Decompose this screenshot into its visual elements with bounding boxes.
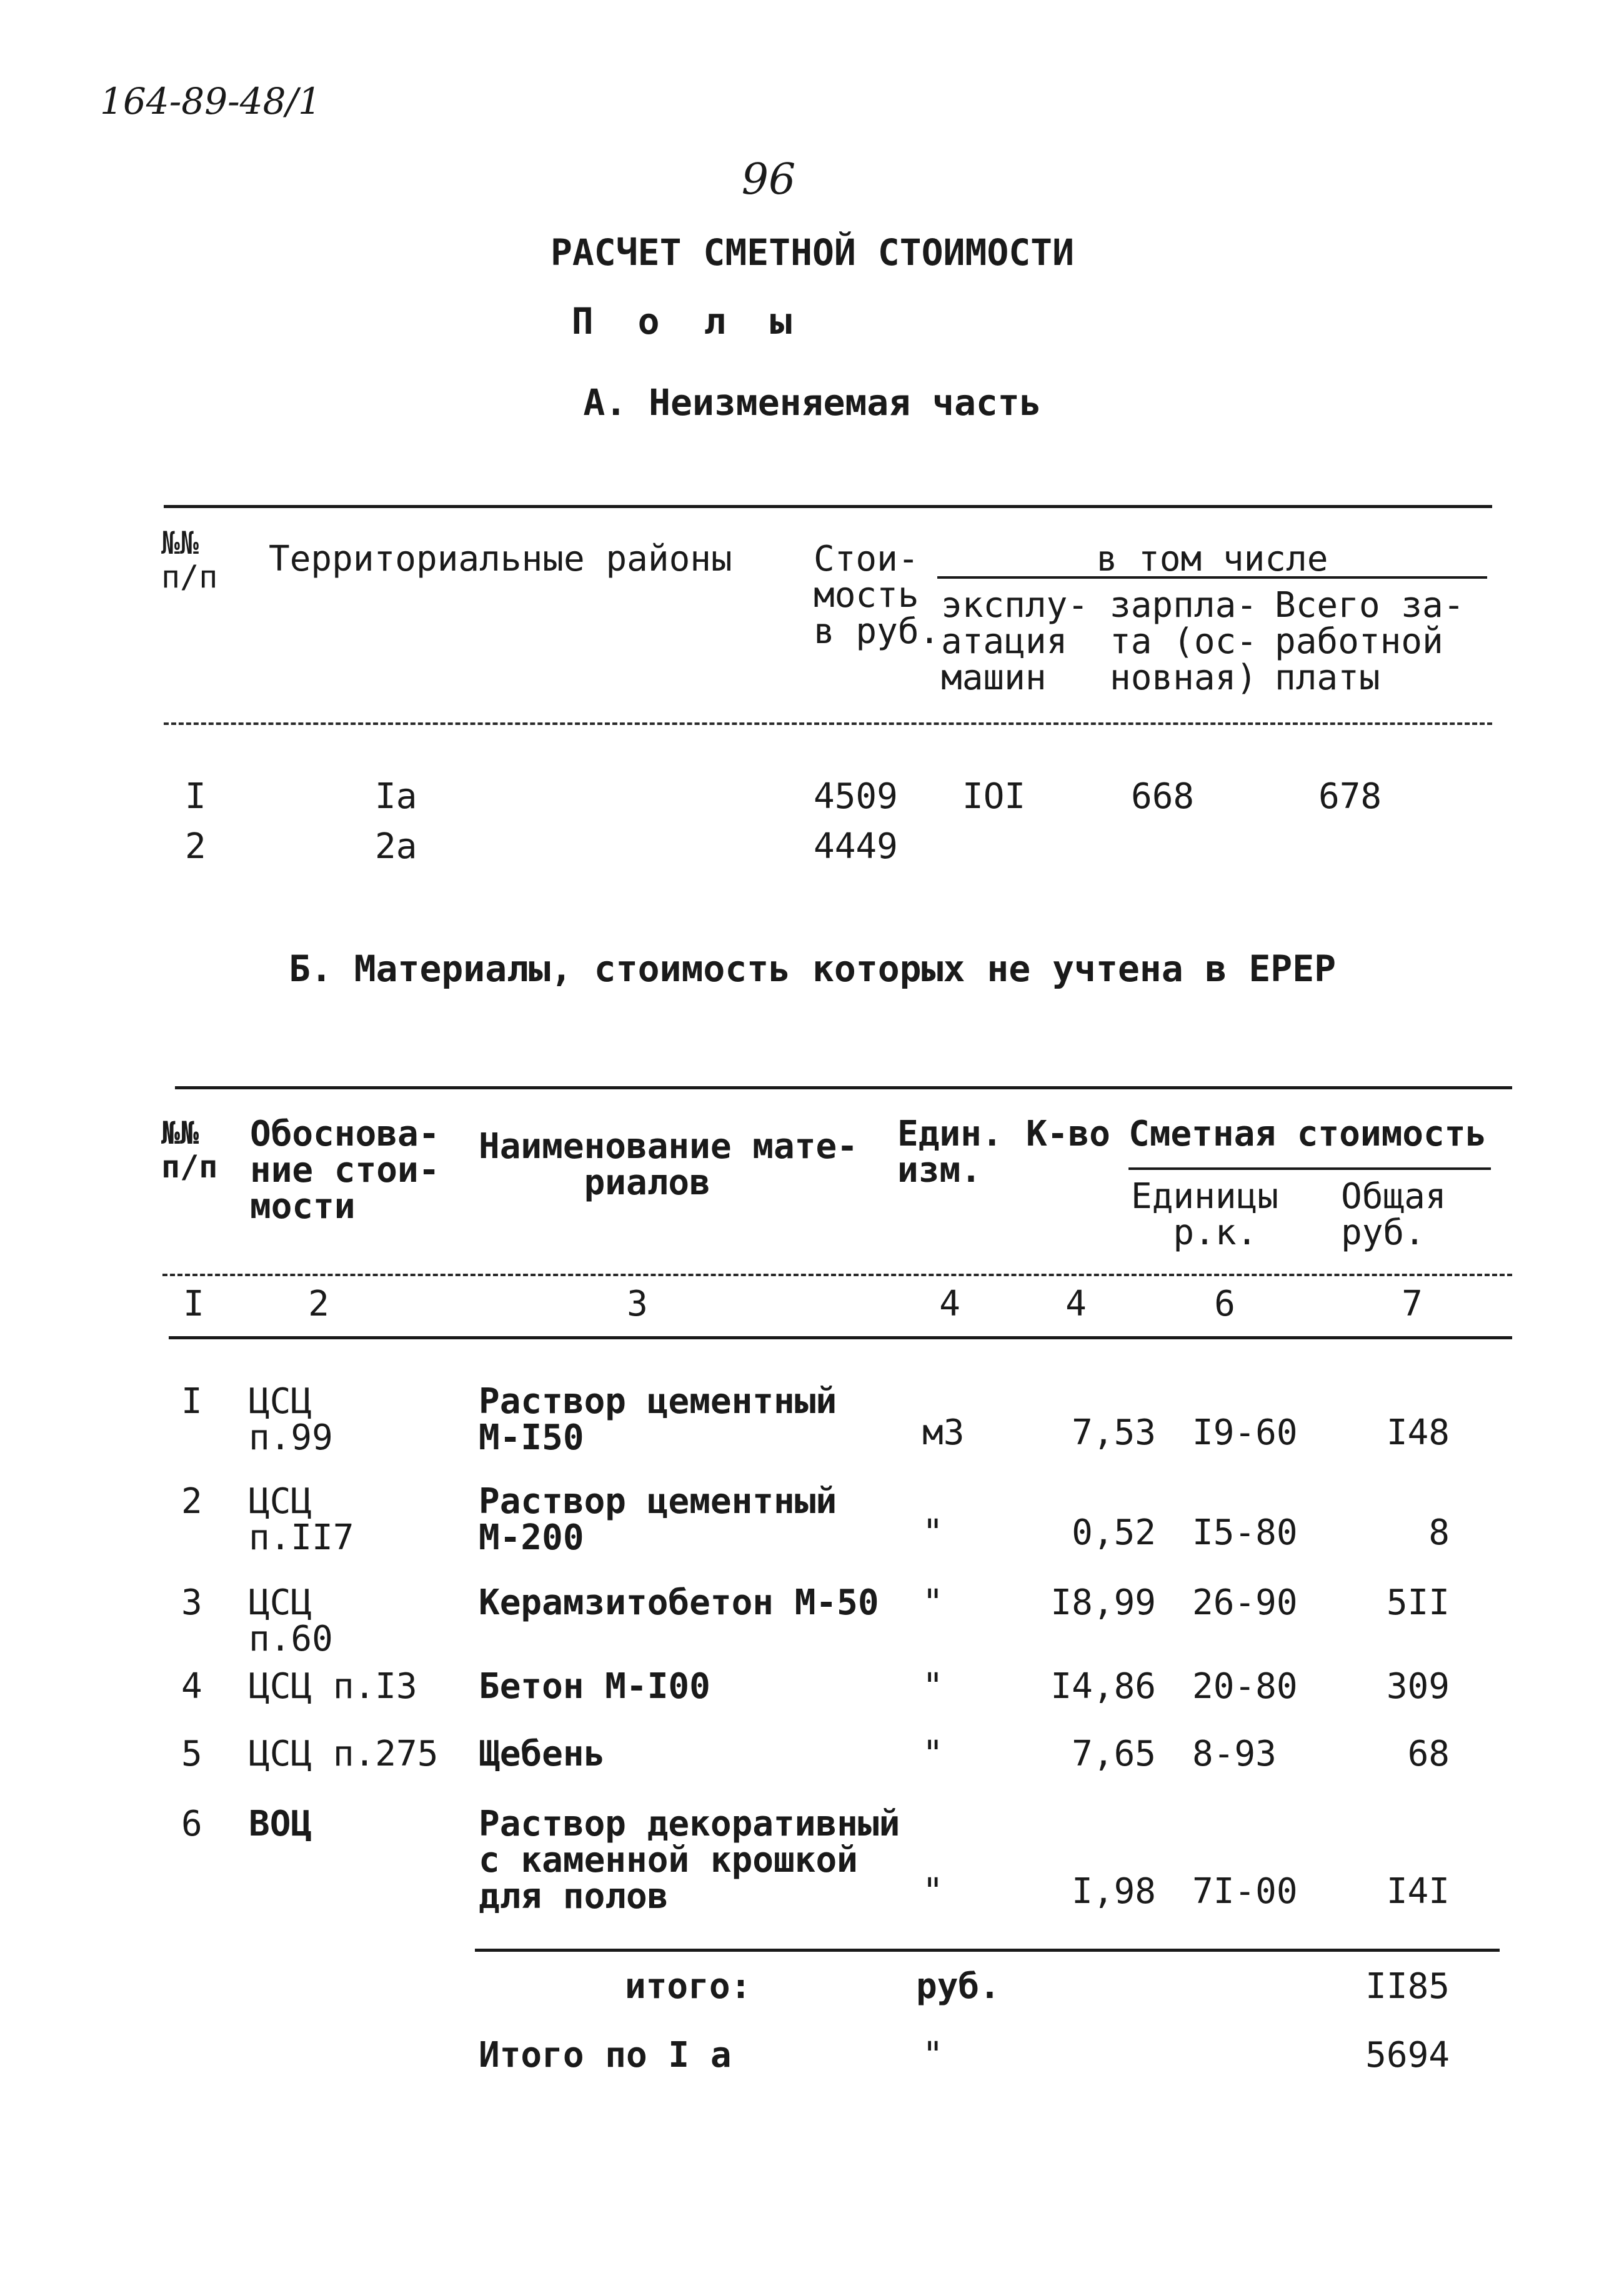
- cell-num: I: [181, 1381, 202, 1422]
- col-number-4: 4: [939, 1284, 960, 1324]
- cell-total-salary: 678: [1318, 776, 1382, 817]
- cell-region: 2а: [375, 826, 417, 867]
- cell-basis: ЦСЦ п.II7: [249, 1481, 354, 1558]
- cell-unit: ": [922, 1666, 944, 1707]
- col-number-6: 6: [1214, 1284, 1235, 1324]
- cell-basis: ЦСЦ п.I3: [249, 1666, 417, 1707]
- col-header-total: Общая руб.: [1341, 1176, 1447, 1253]
- cell-cost: 4449: [814, 826, 898, 867]
- cell-num: 2: [181, 1481, 202, 1522]
- col-header-qty: К-во: [1026, 1114, 1110, 1154]
- cell-unit-price: 8-93: [1192, 1734, 1277, 1774]
- cell-name: Раствор цементный М-200: [479, 1481, 837, 1558]
- cell-name: Щебень: [479, 1734, 605, 1774]
- col-header-machines: эксплу- атация машин: [941, 585, 1089, 698]
- page-subtitle: П о л ы: [571, 300, 804, 342]
- cell-num: 5: [181, 1734, 202, 1774]
- table-a-header-rule: [164, 722, 1492, 725]
- col-number-2: 2: [308, 1284, 329, 1324]
- grand-total-unit: ": [922, 2035, 944, 2076]
- col-number-5: 4: [1065, 1284, 1087, 1324]
- cell-unit: ": [922, 1871, 944, 1912]
- col-header-name: Наименование мате- риалов: [479, 1126, 858, 1203]
- table-b-top-rule: [175, 1086, 1512, 1089]
- cell-num: 6: [181, 1804, 202, 1844]
- col-header-basis: Обоснова- ние стои- мости: [250, 1114, 440, 1227]
- cell-total: I4I: [1386, 1871, 1450, 1912]
- cell-unit: ": [922, 1582, 944, 1623]
- cell-name: Раствор декоративный с каменной крошкой для полов: [479, 1804, 900, 1917]
- cell-name: Керамзитобетон М-50: [479, 1582, 879, 1623]
- section-a-heading: А. Неизменяемая часть: [583, 381, 1042, 424]
- cell-total: I48: [1386, 1412, 1450, 1453]
- cell-unit: ": [922, 1734, 944, 1774]
- cell-num: I: [185, 776, 206, 817]
- cell-basis: ЦСЦ п.99: [249, 1381, 333, 1458]
- cell-unit-price: 20-80: [1192, 1666, 1298, 1707]
- cell-unit-price: I9-60: [1192, 1412, 1298, 1453]
- col-header-unit: Един. изм.: [897, 1114, 1003, 1191]
- subtotal-label: итого:: [625, 1966, 752, 2007]
- table-b-number-rule: [169, 1336, 1512, 1339]
- estimated-rule: [1128, 1167, 1491, 1170]
- cell-unit-price: I5-80: [1192, 1512, 1298, 1553]
- cell-name: Раствор цементный М-I50: [479, 1381, 837, 1458]
- cell-qty: I4,86: [1050, 1666, 1156, 1707]
- col-header-salary: зарпла- та (ос- новная): [1110, 585, 1258, 698]
- cell-salary: 668: [1131, 776, 1195, 817]
- col-header-unit-price: Единицы р.к.: [1131, 1176, 1279, 1253]
- col-header-num: №№ п/п: [161, 525, 218, 595]
- cell-num: 4: [181, 1666, 202, 1707]
- cell-basis: ВОЦ: [249, 1804, 312, 1844]
- cell-total: 5II: [1386, 1582, 1450, 1623]
- cell-machines: IOI: [962, 776, 1026, 817]
- page-title: РАСЧЕТ СМЕТНОЙ СТОИМОСТИ: [550, 231, 1075, 274]
- cell-unit-price: 26-90: [1192, 1582, 1298, 1623]
- cell-total: 309: [1386, 1666, 1450, 1707]
- group-rule: [937, 576, 1487, 579]
- table-b-total-rule: [475, 1949, 1500, 1952]
- col-number-1: I: [183, 1284, 204, 1324]
- cell-total: 68: [1407, 1734, 1450, 1774]
- col-header-region: Территориальные районы: [269, 539, 732, 579]
- subtotal-unit: руб.: [916, 1966, 1000, 2007]
- cell-unit-price: 7I-00: [1192, 1871, 1298, 1912]
- grand-total-label: Итого по I а: [479, 2035, 732, 2076]
- col-header-cost: Стои- мость в руб.: [814, 539, 940, 652]
- cell-total: 8: [1428, 1512, 1450, 1553]
- cell-qty: 7,53: [1072, 1412, 1156, 1453]
- cell-unit: ": [922, 1512, 944, 1553]
- subtotal-total: II85: [1365, 1966, 1450, 2007]
- col-header-total-salary: Всего за- работной платы: [1275, 585, 1465, 698]
- cell-basis: ЦСЦ п.60: [249, 1582, 333, 1659]
- cell-cost: 4509: [814, 776, 898, 817]
- cell-qty: 7,65: [1072, 1734, 1156, 1774]
- col-number-3: 3: [627, 1284, 648, 1324]
- table-b-header-rule: [162, 1274, 1512, 1276]
- cell-qty: I,98: [1072, 1871, 1156, 1912]
- cell-qty: I8,99: [1050, 1582, 1156, 1623]
- cell-basis: ЦСЦ п.275: [249, 1734, 439, 1774]
- cell-num: 2: [185, 826, 206, 867]
- section-b-heading: Б. Материалы, стоимость которых не учтена в ЕРЕР: [288, 947, 1337, 990]
- cell-qty: 0,52: [1072, 1512, 1156, 1553]
- cell-num: 3: [181, 1582, 202, 1623]
- cell-unit: м3: [922, 1412, 965, 1453]
- col-header-estimated: Сметная стоимость: [1128, 1114, 1487, 1154]
- document-code: 164-89-48/1: [100, 80, 321, 122]
- page-number: 96: [741, 155, 796, 204]
- col-header-num: №№ п/п: [161, 1115, 218, 1185]
- cell-region: Iа: [375, 776, 417, 817]
- col-number-7: 7: [1402, 1284, 1423, 1324]
- cell-name: Бетон М-I00: [479, 1666, 710, 1707]
- col-header-group: в том числе: [1096, 539, 1328, 579]
- grand-total-total: 5694: [1365, 2035, 1450, 2076]
- table-a-top-rule: [164, 505, 1492, 508]
